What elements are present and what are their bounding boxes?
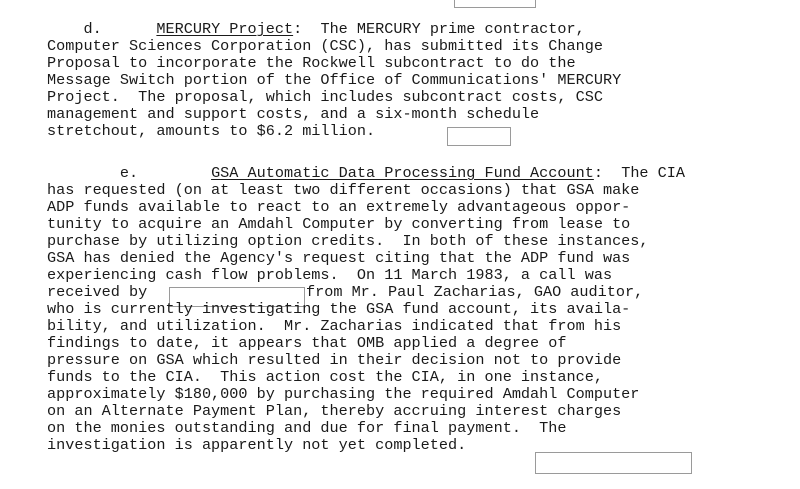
para-e-line-17: investigation is apparently not yet completed. — [47, 436, 467, 454]
para-e-line-7: experiencing cash flow problems. On 11 March 1983, a call was — [47, 266, 613, 284]
para-e-line-15: on an Alternate Payment Plan, thereby accruing interest charges — [47, 402, 622, 420]
para-d-line-7: stretchout, amounts to $6.2 million. — [47, 122, 376, 140]
para-e-heading-tail: : The CIA — [593, 164, 685, 182]
para-e-line-8a: received by — [47, 283, 148, 301]
para-e-line-14: approximately $180,000 by purchasing the required Amdahl Computer — [47, 385, 640, 403]
para-d-line-5: Project. The proposal, which includes subcontract costs, CSC — [47, 88, 603, 106]
para-e-line-6: GSA has denied the Agency's request citing that the ADP fund was — [47, 249, 631, 267]
para-e-line-1 — [47, 165, 685, 182]
para-e-lead: e. — [47, 164, 157, 182]
redaction-box-d — [447, 127, 511, 146]
redaction-box-top — [454, 0, 536, 8]
para-d-heading-tail: : The MERCURY prime contractor, — [293, 20, 585, 38]
redaction-box-e2 — [535, 452, 692, 474]
para-d-line-6: management and support costs, and a six-month schedule — [47, 105, 540, 123]
para-e-line-16: on the monies outstanding and due for final payment. The — [47, 419, 567, 437]
para-e-line-13: funds to the CIA. This action cost the CIA, in one instance, — [47, 368, 603, 386]
para-d-line-4: Message Switch portion of the Office of Communications' MERCURY — [47, 71, 622, 89]
para-e-line-4: tunity to acquire an Amdahl Computer by converting from lease to — [47, 215, 631, 233]
para-e-line-5: purchase by utilizing option credits. In both of these instances, — [47, 232, 649, 250]
para-d-heading: MERCURY Project — [156, 20, 294, 38]
para-e-heading: GSA Automatic Data Processing Fund Account — [211, 164, 594, 182]
para-e-line-11: findings to date, it appears that OMB applied a degree of — [47, 334, 567, 352]
para-e-line-10: bility, and utilization. Mr. Zacharias indicated that from his — [47, 317, 622, 335]
para-d-line-1 — [47, 21, 585, 38]
para-e-line-8b: from Mr. Paul Zacharias, GAO auditor, — [306, 283, 644, 301]
para-d-line-3: Proposal to incorporate the Rockwell subcontract to do the — [47, 54, 576, 72]
para-e-line-9: who is currently investigating the GSA fund account, its availa- — [47, 300, 631, 318]
para-d-line-2: Computer Sciences Corporation (CSC), has submitted its Change — [47, 37, 603, 55]
para-e-line-2: has requested (on at least two different occasions) that GSA make — [47, 181, 640, 199]
para-e-line-12: pressure on GSA which resulted in their decision not to provide — [47, 351, 622, 369]
para-d-lead: d. — [47, 20, 120, 38]
para-e-line-3: ADP funds available to react to an extremely advantageous oppor- — [47, 198, 631, 216]
